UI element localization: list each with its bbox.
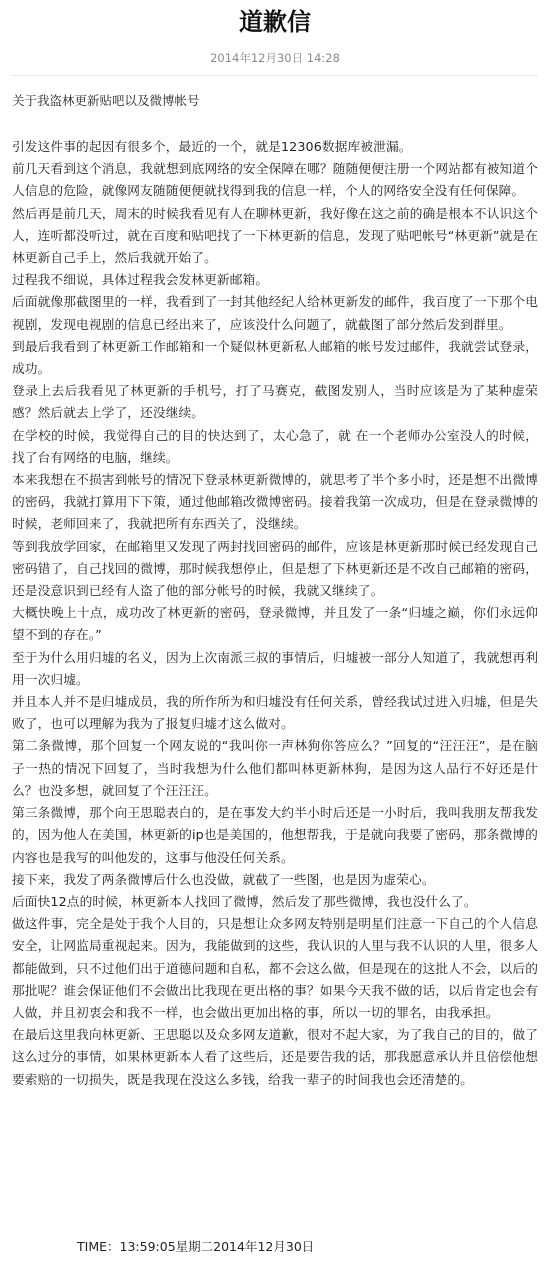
paragraph: 第三条微博，那个向王思聪表白的，是在事发大约半小时后还是一小时后，我叫我朋友帮我发的，因为他人在美国，林更新的ip也是美国的，他想帮我，于是就向我要了密码，那条微博的内容也是我写的叫他发的，这事与他没任何关系。 — [12, 805, 538, 865]
footer-timestamp: TIME：13:59:05星期二2014年12月30日 — [77, 1239, 315, 1254]
paragraph: 引发这件事的起因有很多个，最近的一个，就是12306数据库被泄漏。 — [12, 139, 412, 154]
paragraph: 至于为什么用归墟的名义，因为上次南派三叔的事情后，归墟被一部分人知道了，我就想再利用一次归墟。 — [12, 649, 538, 687]
letter-subject: 关于我盗林更新贴吧以及微博帐号 — [12, 93, 200, 108]
paragraph: 等到我放学回家，在邮箱里又发现了两封找回密码的邮件，应该是林更新那时候已经发现自己密码错了，自己找回的微博，那时候我想停止，但是想了下林更新还是不改自己邮箱的密码，还是没意识到已经有人盗了他的部分帐号的时候，我就又继续了。 — [12, 538, 538, 599]
paragraph: 在学校的时候，我觉得自己的目的快达到了，太心急了，就 在一个老师办公室没人的时候，找了台有网络的电脑，继续。 — [12, 427, 538, 465]
paragraph: 后面快12点的时候，林更新本人找回了微博，然后发了那些微博，我也没什么了。 — [12, 893, 477, 909]
paragraph: 并且本人并不是归墟成员，我的所作所为和归墟没有任何关系，曾经我试过进入归墟，但是失败了，也可以理解为我为了报复归墟才这么做对。 — [12, 694, 538, 732]
letter-body — [12, 136, 538, 1091]
paragraph: 然后再是前几天，周末的时候我看见有人在聊林更新，我好像在这之前的确是根本不认识这个人，连听都没听过，就在百度和贴吧找了一下林更新的信息，发现了贴吧帐号“林更新”就是在林更新自己手上，然后我就开始了。 — [12, 205, 538, 266]
paragraph: 第二条微博，那个回复一个网友说的“我叫你一声林狗你答应么？”回复的“汪汪汪”，是在脑子一热的情况下回复了，当时我想为什么他们都叫林更新林狗，是因为这人品行不好还是什么？也没多想，就回复了个汪汪汪。 — [12, 738, 538, 798]
paragraph: 在最后这里我向林更新、王思聪以及众多网友道歉，很对不起大家，为了我自己的目的，做了这么过分的事情，如果林更新本人看了这些后，还是要告我的话，那我愿意承认并且倍偿他想要索赔的一切损失，既是我现在没这么多钱，给我一辈子的时间我也会还清楚的。 — [12, 1027, 538, 1087]
publish-date: 2014年12月30日 14:28 — [210, 51, 340, 65]
header-divider — [12, 75, 538, 76]
paragraph: 做这件事，完全是处于我个人目的，只是想让众多网友特别是明星们注意一下自己的个人信息安全，让网监局重视起来。因为，我能做到的这些，我认识的人里与我不认识的人里，很多人都能做到，只不过他们出于道德问题和自私，都不会这么做，但是现在的这批人不会，以后的那批呢？谁会保证他们不会做出比我现在更出格的事？如果今天我不做的话，以后肯定也会有人做，并且初衷会和我不一样，也会做出更加出格的事，所以一切的罪名，由我承担。 — [12, 916, 538, 1020]
paragraph: 大概快晚上十点，成功改了林更新的密码，登录微博，并且发了一条“归墟之巅，你们永远仰望不到的存在。” — [12, 605, 538, 643]
paragraph: 接下来，我发了两条微博后什么也没做，就截了一些图，也是因为虚荣心。 — [12, 871, 435, 887]
paragraph: 本来我想在不损害到帐号的情况下登录林更新微博的，就思考了半个多小时，还是想不出微博的密码，我就打算用下下策，通过他邮箱改微博密码。接着我第一次成功，但是在登录微博的时候，老师回来了，我就把所有东西关了，没继续。 — [12, 472, 538, 532]
paragraph: 到最后我看到了林更新工作邮箱和一个疑似林更新私人邮箱的帐号发过邮件，我就尝试登录，成功。 — [12, 338, 538, 377]
paragraph: 前几天看到这个消息，我就想到底网络的安全保障在哪？随随便便注册一个网站都有被知道个人信息的危险，就像网友随随便便就找得到我的信息一样，个人的网络安全没有任何保障。 — [12, 161, 538, 199]
page-title: 道歉信 — [239, 8, 311, 36]
paragraph: 后面就像那截图里的一样，我看到了一封其他经纪人给林更新发的邮件，我百度了一下那个电视剧，发现电视剧的信息已经出来了，应该没什么问题了，就截图了部分然后发到群里。 — [12, 294, 538, 332]
paragraph: 过程我不细说，具体过程我会发林更新邮箱。 — [12, 272, 269, 288]
paragraph: 登录上去后我看见了林更新的手机号，打了马赛克，截图发别人，当时应该是为了某种虚荣感？然后就去上学了，还没继续。 — [12, 383, 538, 421]
